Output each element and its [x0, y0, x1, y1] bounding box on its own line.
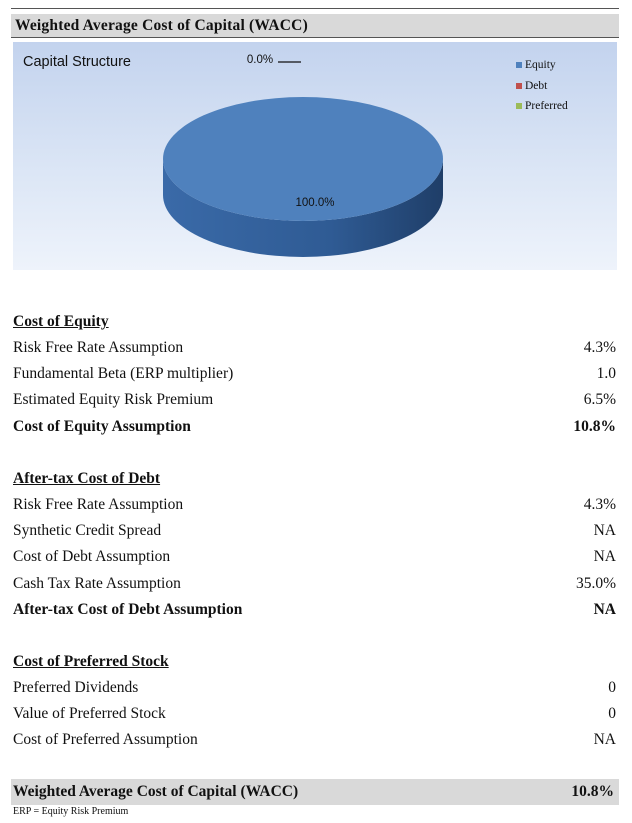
wacc-value: 10.8%: [571, 783, 614, 800]
row-value: 0: [608, 679, 616, 696]
legend-item-equity: [516, 55, 568, 76]
legend-label-equity: Equity: [525, 59, 556, 72]
wacc-label: Weighted Average Cost of Capital (WACC): [13, 783, 299, 800]
row-value: NA: [593, 522, 616, 540]
row-value: 1.0: [596, 365, 616, 383]
chart-title: Capital Structure: [23, 54, 131, 70]
row-label: After-tax Cost of Debt Assumption: [13, 600, 243, 618]
data-label-debt: 0.0%: [246, 54, 274, 66]
legend-swatch-debt: [516, 83, 522, 89]
row-label: Value of Preferred Stock: [13, 705, 166, 723]
table-row: [13, 362, 616, 388]
row-label: Preferred Dividends: [13, 679, 139, 696]
row-value: NA: [593, 731, 616, 749]
legend-label-preferred: Preferred: [525, 100, 568, 113]
wacc-total-bar: [11, 779, 619, 805]
table-row: [13, 336, 616, 362]
table-row: [13, 702, 616, 728]
row-label: Estimated Equity Risk Premium: [13, 391, 214, 409]
table-row: [13, 728, 616, 754]
capital-structure-chart: [13, 42, 617, 270]
legend-item-preferred: [516, 96, 568, 117]
data-label-equity: 100.0%: [295, 197, 335, 209]
legend-swatch-equity: [516, 62, 522, 68]
row-value: NA: [593, 548, 616, 566]
cost-of-debt-section: [13, 467, 616, 624]
row-label: Cost of Equity Assumption: [13, 417, 191, 435]
legend-label-debt: Debt: [525, 79, 548, 92]
row-label: Cost of Preferred Assumption: [13, 731, 198, 749]
row-value: 0: [608, 705, 616, 723]
table-row: [13, 545, 616, 571]
footnote: ERP = Equity Risk Premium: [13, 806, 129, 817]
legend-swatch-preferred: [516, 103, 522, 109]
section-header: [13, 650, 616, 676]
cost-of-equity-section: [13, 310, 616, 441]
row-label: Cost of Debt Assumption: [13, 548, 171, 566]
total-row: [13, 598, 616, 624]
section-header: [13, 467, 616, 493]
cost-of-preferred-section: [13, 650, 616, 755]
table-row: [13, 676, 616, 702]
row-value: 4.3%: [583, 496, 616, 513]
section-header: [13, 310, 616, 336]
row-label: Risk Free Rate Assumption: [13, 339, 184, 356]
row-value: 10.8%: [573, 417, 616, 435]
row-value: 4.3%: [583, 339, 616, 356]
row-label: Synthetic Credit Spread: [13, 522, 162, 540]
row-value: 6.5%: [583, 391, 616, 409]
row-label: Fundamental Beta (ERP multiplier): [13, 365, 234, 383]
section-header-text: Cost of Equity: [13, 313, 109, 330]
total-row: [13, 415, 616, 441]
legend-item-debt: [516, 76, 568, 97]
table-row: [13, 493, 616, 519]
table-row: [13, 519, 616, 545]
row-label: Cash Tax Rate Assumption: [13, 574, 181, 592]
section-header-text: Cost of Preferred Stock: [13, 653, 169, 670]
chart-legend: [516, 55, 568, 117]
table-row: [13, 388, 616, 414]
title-bar: [11, 14, 619, 38]
page-title: Weighted Average Cost of Capital (WACC): [15, 17, 308, 34]
section-header-text: After-tax Cost of Debt: [13, 470, 161, 487]
row-label: Risk Free Rate Assumption: [13, 496, 184, 513]
top-rule: [11, 8, 619, 9]
table-row: [13, 572, 616, 598]
row-value: 35.0%: [575, 574, 616, 592]
row-value: NA: [593, 600, 616, 618]
